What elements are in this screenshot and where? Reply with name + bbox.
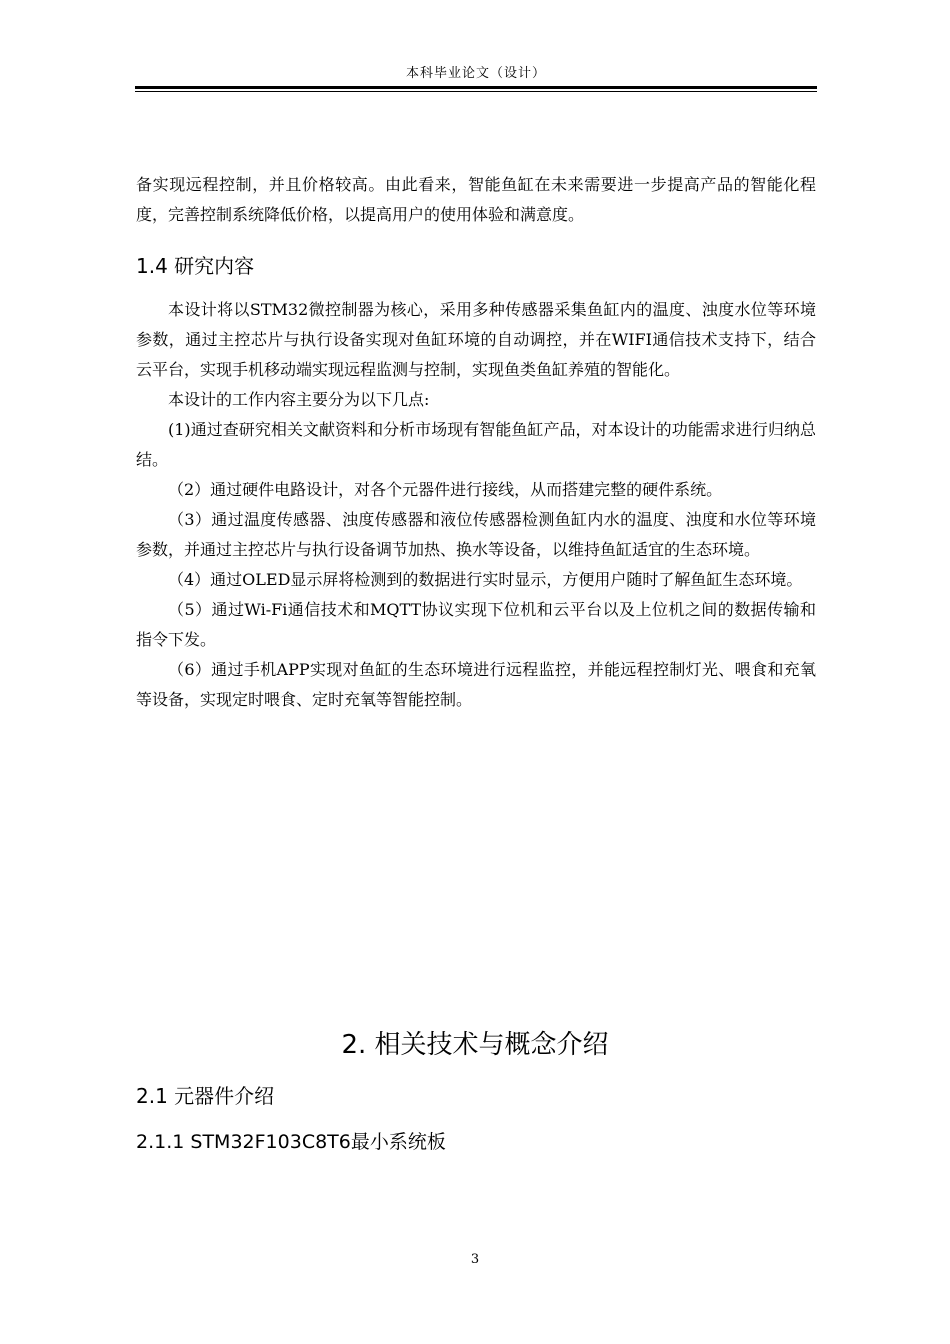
section-heading-1-4: 1.4 研究内容 (136, 254, 255, 278)
list-item: （6）通过手机APP实现对鱼缸的生态环境进行远程监控，并能远程控制灯光、喂食和充氧等设备，实现定时喂食、定时充氧等智能控制。 (136, 660, 816, 709)
header-rule-thick (135, 86, 817, 89)
intro-paragraph: 本设计将以STM32微控制器为核心，采用多种传感器采集鱼缸内的温度、浊度水位等环境参数，通过主控芯片与执行设备实现对鱼缸环境的自动调控，并在WIFI通信技术支持下，结合云平台，实现手机移动端实现远程监测与控制，实现鱼类鱼缸养殖的智能化。 (136, 300, 816, 379)
running-header: 本科毕业论文（设计） (405, 66, 546, 81)
list-item: （2）通过硬件电路设计，对各个元器件进行接线，从而搭建完整的硬件系统。 (168, 480, 723, 499)
continuation-paragraph (136, 170, 816, 230)
list-item: （5）通过Wi-Fi通信技术和MQTT协议实现下位机和云平台以及上位机之间的数据传输和指令下发。 (136, 600, 816, 649)
page-number: 3 (470, 1252, 480, 1267)
list-item: （4）通过OLED显示屏将检测到的数据进行实时显示，方便用户随时了解鱼缸生态环境。 (168, 570, 803, 589)
list-item: （3）通过温度传感器、浊度传感器和液位传感器检测鱼缸内水的温度、浊度和水位等环境参数，并通过主控芯片与执行设备调节加热、换水等设备，以维持鱼缸适宜的生态环境。 (136, 510, 816, 559)
section-heading-2-1: 2.1 元器件介绍 (136, 1084, 275, 1108)
subsection-heading-2-1-1: 2.1.1 STM32F103C8T6最小系统板 (136, 1131, 446, 1153)
chapter-heading-2: 2. 相关技术与概念介绍 (341, 1030, 609, 1060)
section-1-4-body (136, 295, 816, 715)
list-item: (1)通过查研究相关文献资料和分析市场现有智能鱼缸产品，对本设计的功能需求进行归纳总结。 (136, 420, 816, 469)
lead-paragraph: 本设计的工作内容主要分为以下几点: (168, 390, 430, 409)
header-rule-thin (135, 91, 817, 92)
paragraph: 备实现远程控制，并且价格较高。由此看来，智能鱼缸在未来需要进一步提高产品的智能化程度，完善控制系统降低价格，以提高用户的使用体验和满意度。 (136, 175, 816, 224)
